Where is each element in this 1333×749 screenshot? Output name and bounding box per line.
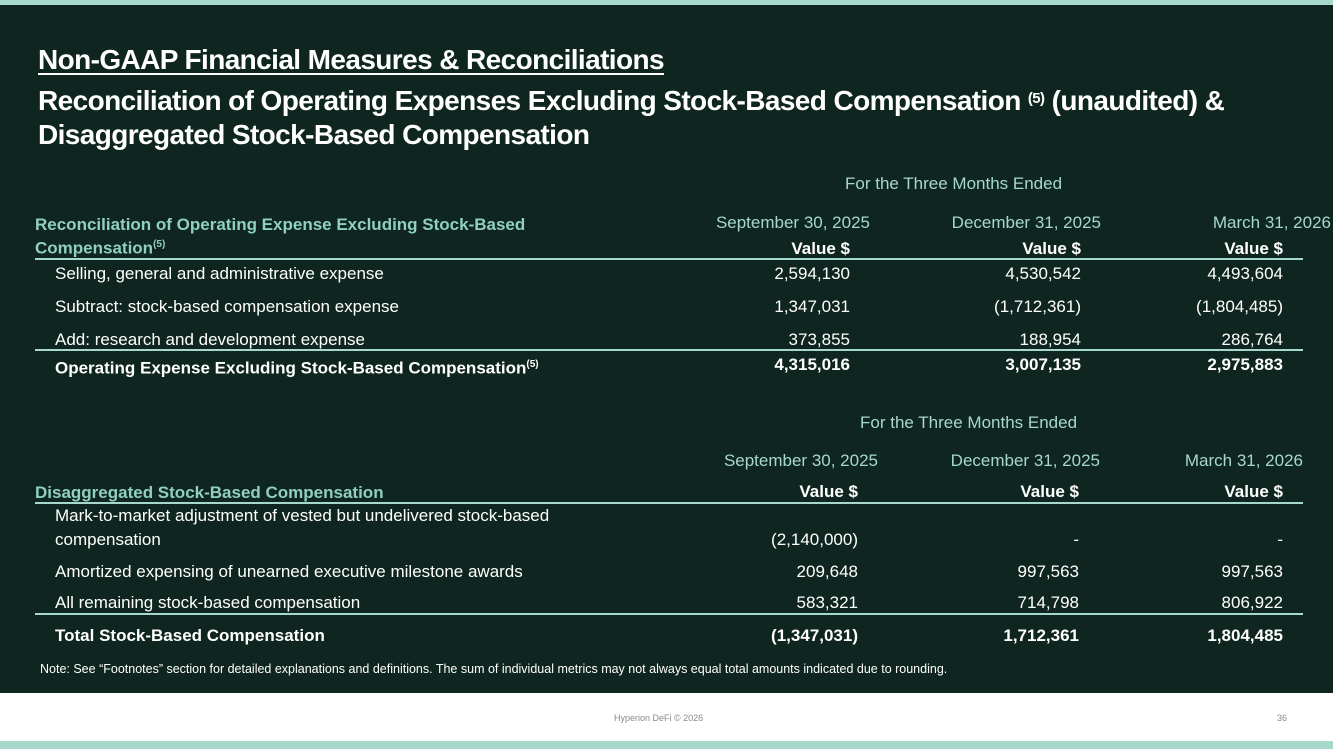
row-label: Amortized expensing of unearned executive milestone awards [55, 562, 523, 581]
column-date-3: March 31, 2026 [1212, 213, 1331, 232]
period-header: For the Three Months Ended [845, 174, 1063, 193]
total-rule [35, 613, 1303, 615]
row-label-line1: Mark-to-market adjustment of vested but undelivered stock-based [55, 506, 550, 525]
row-value: 714,798 [1017, 593, 1079, 612]
section-label: Disaggregated Stock-Based Compensation [35, 483, 384, 502]
subtitle-footnote-ref: (5) [1027, 90, 1045, 107]
row-value: 188,954 [1019, 330, 1081, 349]
row-label: Selling, general and administrative expense [55, 264, 384, 283]
column-unit-3: Value $ [1224, 239, 1283, 258]
row-value: - [1277, 530, 1283, 549]
row-value: 997,563 [1221, 562, 1283, 581]
row-value: 286,764 [1221, 330, 1283, 349]
subtitle-part2: (unaudited) & Disaggregated Stock-Based Compensation [38, 85, 1225, 150]
period-header: For the Three Months Ended [860, 413, 1078, 432]
subtitle-part1: Reconciliation of Operating Expenses Excluding Stock-Based Compensation [38, 85, 1021, 116]
slide-title: Non-GAAP Financial Measures & Reconciliations [38, 44, 664, 75]
row-value: 997,563 [1017, 562, 1079, 581]
total-value: (1,347,031) [771, 626, 858, 645]
row-value: (1,804,485) [1196, 297, 1283, 316]
total-label: Total Stock-Based Compensation [55, 626, 325, 645]
total-rule [35, 349, 1303, 351]
column-unit-2: Value $ [1022, 239, 1081, 258]
column-unit-1: Value $ [799, 482, 858, 501]
row-value: (1,712,361) [994, 297, 1081, 316]
row-value: (2,140,000) [771, 530, 858, 549]
bottom-accent-bar [0, 741, 1333, 749]
column-unit-2: Value $ [1020, 482, 1079, 501]
row-value: 209,648 [796, 562, 858, 581]
total-value: 1,712,361 [1003, 626, 1079, 645]
total-value: 4,315,016 [774, 355, 850, 374]
row-label: Subtract: stock-based compensation expense [55, 297, 399, 316]
row-label: All remaining stock-based compensation [55, 593, 361, 612]
total-value: 3,007,135 [1005, 355, 1081, 374]
page-number: 36 [1276, 713, 1287, 723]
footnote-text: Note: See “Footnotes” section for detailed explanations and definitions. The sum of individual metrics may not always equal total amounts indicated due to rounding. [40, 662, 948, 676]
row-value: 2,594,130 [774, 264, 850, 283]
header-rule [35, 258, 1303, 260]
row-value: 4,493,604 [1207, 264, 1283, 283]
header-rule [35, 502, 1303, 504]
row-value: 1,347,031 [774, 297, 850, 316]
row-value: 373,855 [788, 330, 850, 349]
column-date-2: December 31, 2025 [951, 213, 1101, 232]
total-value: 1,804,485 [1207, 626, 1283, 645]
row-value: 4,530,542 [1005, 264, 1081, 283]
section-label: Reconciliation of Operating Expense Excluding Stock-Based Compensation$^{(5)}$ [35, 215, 526, 258]
column-unit-3: Value $ [1224, 482, 1283, 501]
column-date-1: September 30, 2025 [715, 213, 870, 232]
row-value: - [1073, 530, 1079, 549]
row-value: 583,321 [796, 593, 858, 612]
total-value: 2,975,883 [1207, 355, 1283, 374]
column-date-2: December 31, 2025 [950, 451, 1100, 470]
footer-copyright: Hyperion DeFi © 2026 [614, 713, 704, 723]
row-value: 806,922 [1221, 593, 1283, 612]
slide-subtitle [38, 84, 1318, 152]
column-date-3: March 31, 2026 [1184, 451, 1303, 470]
column-unit-1: Value $ [791, 239, 850, 258]
column-date-1: September 30, 2025 [723, 451, 878, 470]
row-label-line2: compensation [55, 530, 161, 549]
total-label: Operating Expense Excluding Stock-Based Compensation$^{(5)}$ [55, 358, 539, 378]
row-label: Add: research and development expense [55, 330, 365, 349]
